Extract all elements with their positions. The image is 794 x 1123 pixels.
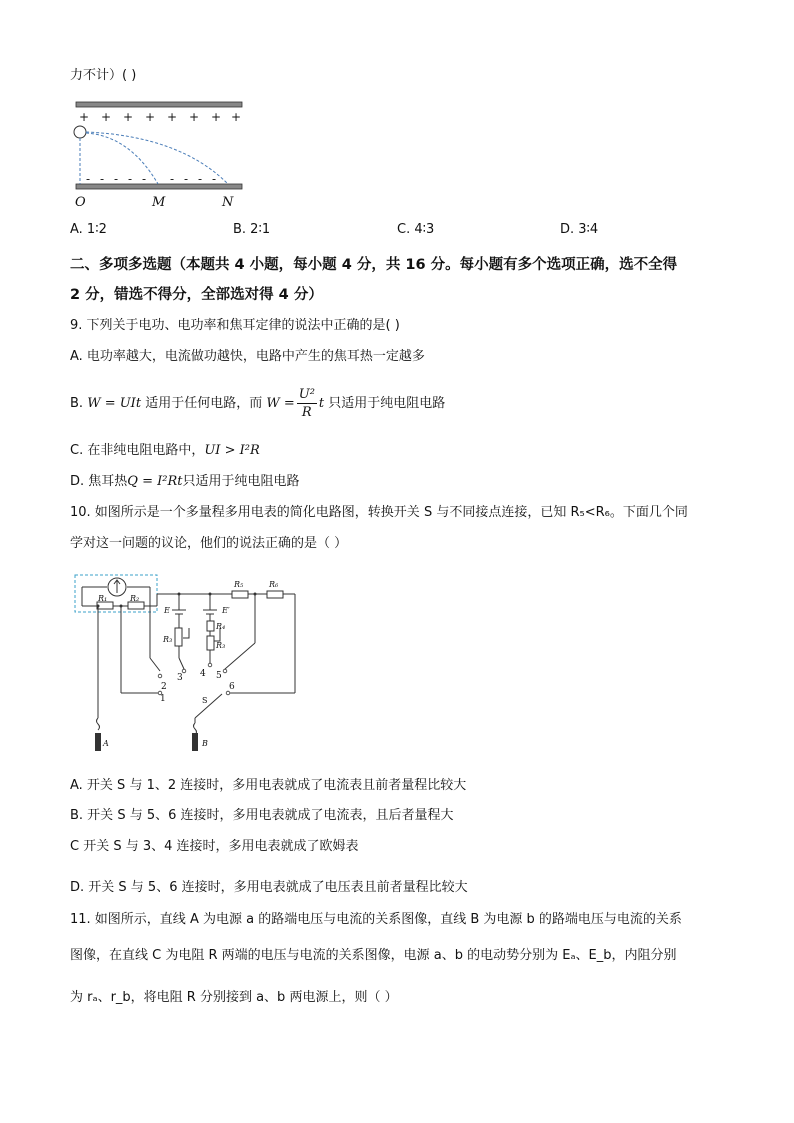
minus-sign: - [198,172,203,186]
contact-4: 4 [200,669,206,679]
q8-option-c: C. 4∶3 [397,222,435,237]
contact-3: 3 [177,673,183,683]
q8-plates-figure [70,96,250,211]
plus-sign: + [123,110,134,124]
q9-stem: 9. 下列关于电功、电功率和焦耳定律的说法中正确的是( ) [70,318,400,333]
q9-option-d: D. 焦耳热Q = I²Rt只适用于纯电阻电路 [70,474,300,489]
q10-multimeter-circuit [70,568,310,758]
label-o: O [75,195,86,210]
contact-2: 2 [161,682,167,692]
q10-option-d: D. 开关 S 与 5、6 连接时，多用电表就成了电压表且前者量程比较大 [70,880,468,895]
q10-option-c: C 开关 S 与 3、4 连接时，多用电表就成了欧姆表 [70,839,359,854]
fraction-u2-over-r: $\frac{\text{U²}}{R}$ [298,387,315,420]
plus-sign: + [167,110,178,124]
resistor-r2 [128,602,144,609]
q11-stem-cont2: 为 rₐ、r_b，将电阻 R 分别接到 a、b 两电源上，则（ ） [70,990,398,1005]
q8-option-d: D. 3∶4 [560,222,599,237]
label-b: B [202,739,208,748]
top-plate [76,102,242,107]
q9-option-b: B. W = UIt 适用于任何电路，而 W = $\frac{\text{U²}}{R}$ t 只适用于纯电阻电路 [70,387,446,420]
probe-a [95,733,101,751]
plus-sign: + [189,110,200,124]
label-r3-left: R₃ [163,635,173,644]
q10-option-b: B. 开关 S 与 5、6 连接时，多用电表就成了电流表，且后者量程大 [70,808,454,823]
minus-sign: - [184,172,189,186]
label-a: A [103,739,109,748]
label-r2: R₂ [130,594,140,603]
contact-6: 6 [229,682,235,692]
q8-tail: 力不计）( ) [70,68,137,83]
q9-option-a: A. 电功率越大，电流做功越快，电路中产生的焦耳热一定越多 [70,349,425,364]
plus-sign: + [231,110,242,124]
resistor-r3-right [207,636,214,650]
contact-5: 5 [216,671,222,681]
minus-sign: - [86,172,91,186]
label-e-prime: E′ [222,606,230,615]
contact-1: 1 [160,694,166,704]
resistor-r5 [232,591,248,598]
section-heading: 二、多项多选题（本题共 4 小题，每小题 4 分，共 16 分。每小题有多个选项正确，选不全得 [70,257,678,273]
plus-sign: + [79,110,90,124]
label-s: S [202,696,208,705]
q8-option-a: A. 1∶2 [70,222,107,237]
q10-option-a: A. 开关 S 与 1、2 连接时，多用电表就成了电流表且前者量程比较大 [70,778,467,793]
section-heading-cont: 2 分，错选不得分，全部选对得 4 分） [70,287,323,303]
q11-stem-cont: 图像，在直线 C 为电阻 R 两端的电压与电流的关系图像，电源 a、b 的电动势分别为 Eₐ、E_b，内阻分别 [70,948,677,963]
minus-sign: - [170,172,175,186]
q8-option-b: B. 2∶1 [233,222,271,237]
label-r6: R₆ [269,580,279,589]
q11-stem: 11. 如图所示，直线 A 为电源 a 的路端电压与电流的关系图像，直线 B 为电源 b 的路端电压与电流的关系 [70,912,682,927]
resistor-r6 [267,591,283,598]
plus-sign: + [211,110,222,124]
minus-sign: - [128,172,133,186]
label-r5: R₅ [234,580,244,589]
probe-b [192,733,198,751]
q9-option-c: C. 在非纯电阻电路中，UI > I²R [70,443,260,458]
label-n: N [222,195,234,210]
minus-sign: - [100,172,105,186]
label-r1: R₁ [98,594,108,603]
resistor-r3-left [175,628,182,646]
q10-stem: 10. 如图所示是一个多量程多用电表的简化电路图，转换开关 S 与不同接点连接，已知 R₅<R₆。下面几个同 [70,505,688,520]
charged-particle [74,126,86,138]
plus-sign: + [145,110,156,124]
label-r3-right: R₃ [216,641,226,650]
plus-sign: + [101,110,112,124]
label-e: E [164,606,170,615]
trajectory-to-n [86,132,228,184]
minus-sign: - [142,172,147,186]
minus-sign: - [212,172,217,186]
label-m: M [152,195,166,210]
label-r4: R₄ [216,622,226,631]
q10-stem-cont: 学对这一问题的议论，他们的说法正确的是（ ） [70,536,348,551]
minus-sign: - [114,172,119,186]
resistor-r4 [207,621,214,631]
